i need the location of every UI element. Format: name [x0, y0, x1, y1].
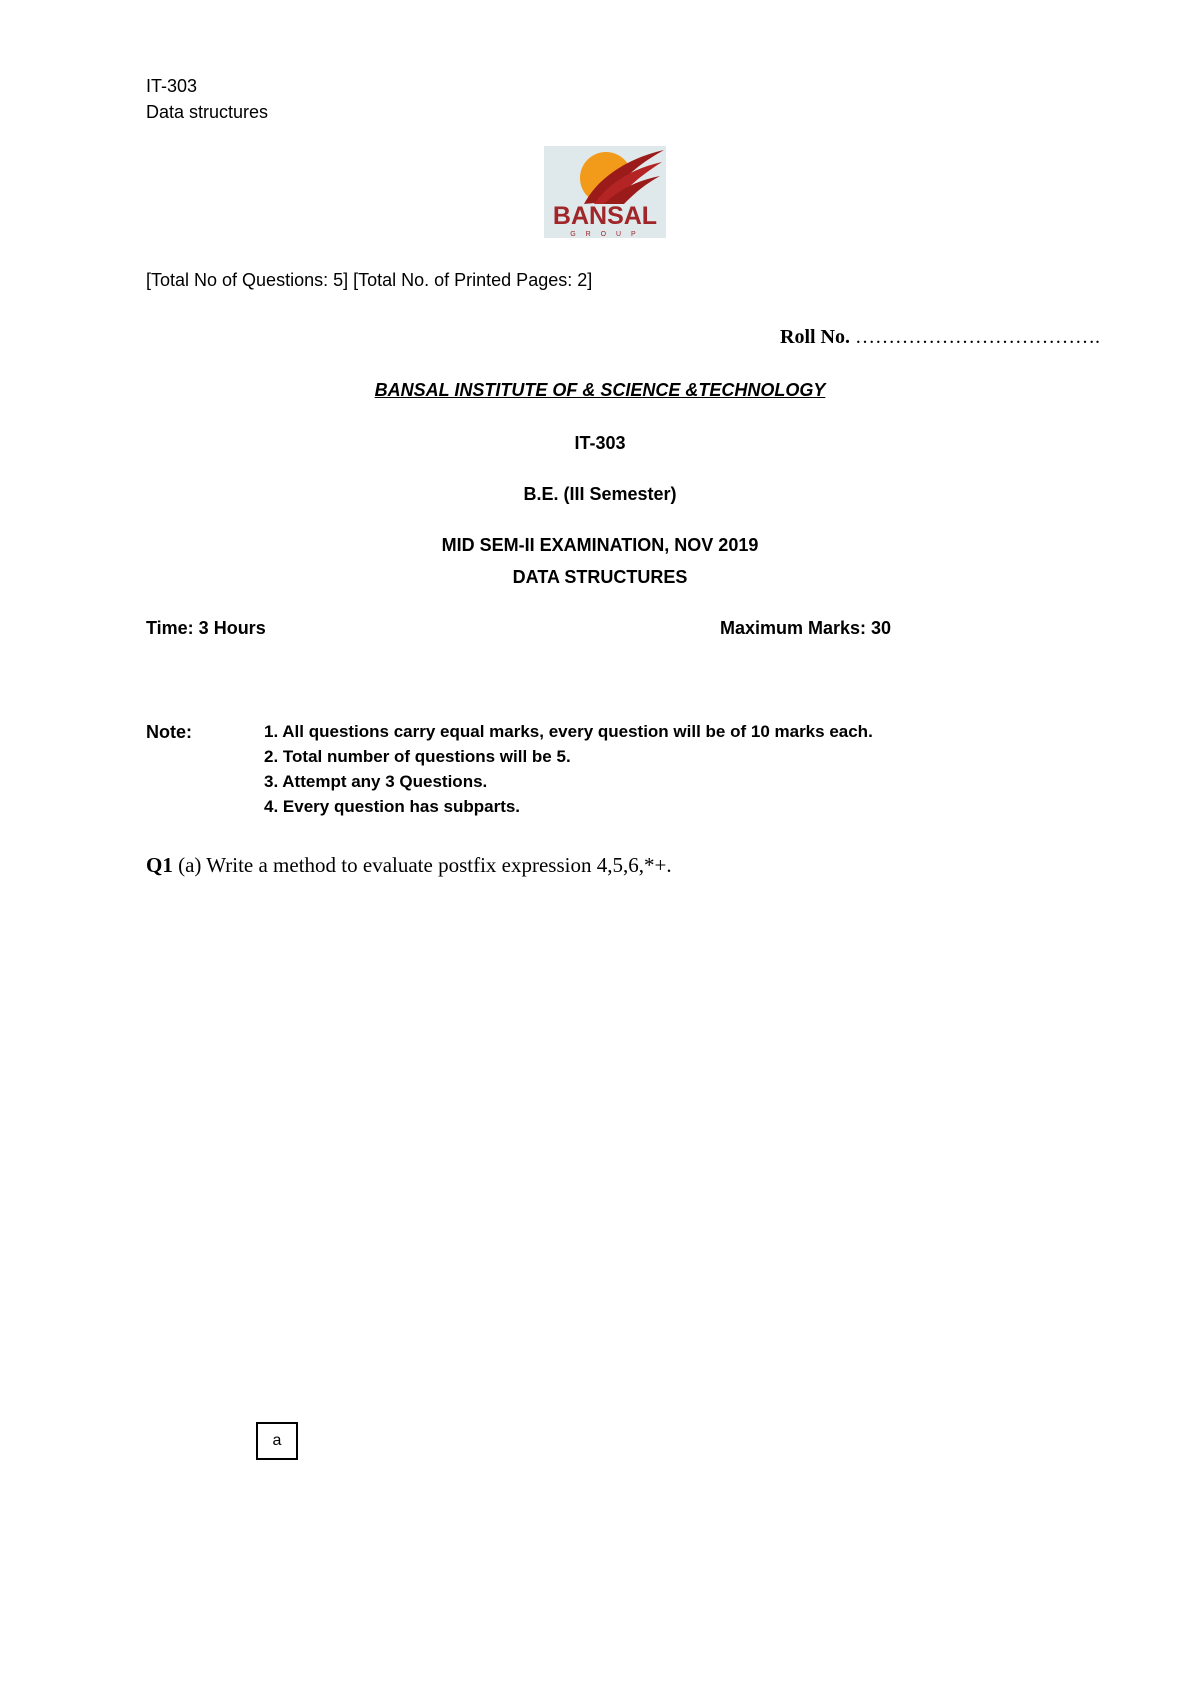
- bansal-logo-image: [544, 146, 666, 238]
- exam-time: Time: 3 Hours: [146, 618, 266, 638]
- exam-title: MID SEM-II EXAMINATION, NOV 2019: [441, 535, 759, 555]
- header-course-code: IT-303: [146, 76, 198, 96]
- roll-no: [780, 326, 1100, 349]
- max-marks: Maximum Marks: 30: [720, 618, 892, 638]
- roll-no-dots: ……………………………….: [855, 326, 1100, 348]
- question-text: (a) Write a method to evaluate postfix expression 4,5,6,*+.: [178, 853, 672, 877]
- marker-box-label: a: [272, 1432, 282, 1449]
- note-item: 4. Every question has subparts.: [264, 797, 521, 816]
- institute-title: [0, 380, 1200, 401]
- question-number: Q1: [146, 853, 173, 877]
- header-course-name: Data structures: [146, 102, 269, 122]
- counts-line: [Total No of Questions: 5] [Total No. of Printed Pages: 2]: [146, 270, 593, 290]
- subject-title: DATA STRUCTURES: [512, 567, 688, 587]
- program: B.E. (III Semester): [523, 484, 677, 504]
- svg-text:G R O U P: G R O U P: [570, 231, 640, 238]
- question-1: [146, 853, 672, 878]
- note-item: 2. Total number of questions will be 5.: [264, 747, 571, 766]
- note-label: Note:: [146, 722, 192, 742]
- note-item: 1. All questions carry equal marks, every question will be of 10 marks each.: [264, 722, 873, 741]
- note-item: 3. Attempt any 3 Questions.: [264, 772, 488, 791]
- roll-no-label: Roll No.: [780, 326, 850, 348]
- institute-name: BANSAL INSTITUTE OF & SCIENCE &TECHNOLOGY: [374, 380, 826, 400]
- marker-box: [256, 1422, 298, 1460]
- bansal-logo: [544, 146, 666, 238]
- subject-code: IT-303: [574, 433, 626, 453]
- svg-text:BANSAL: BANSAL: [552, 202, 658, 230]
